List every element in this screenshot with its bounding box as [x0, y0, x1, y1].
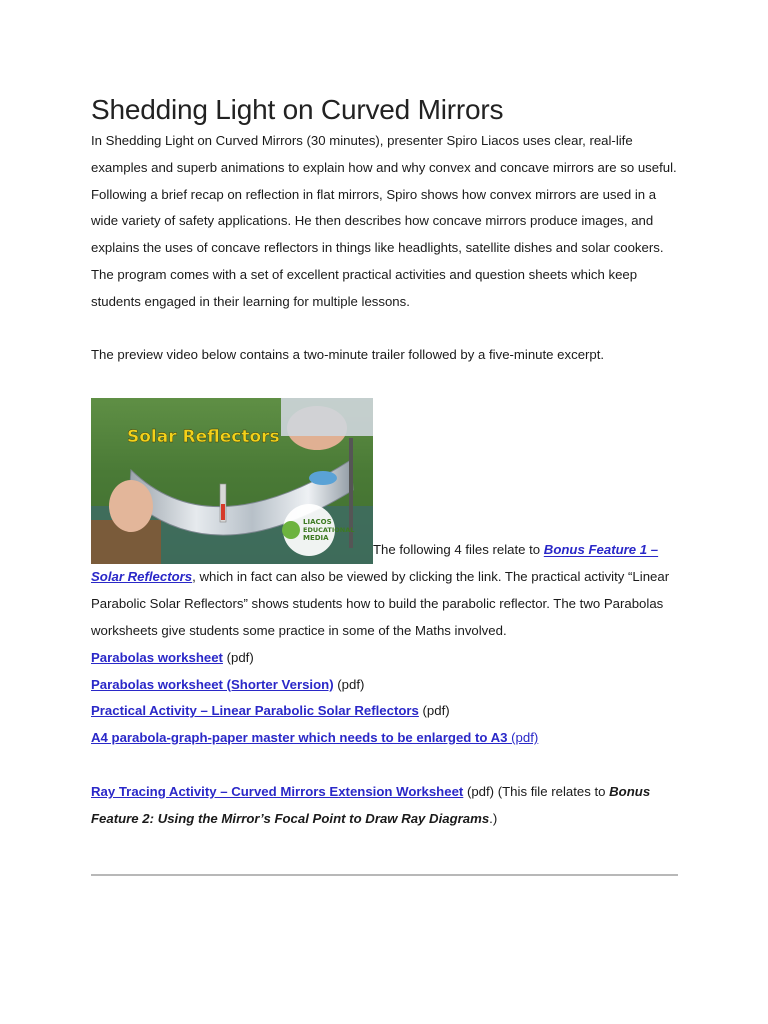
solar-reflector-image	[91, 398, 373, 564]
list-item	[91, 672, 681, 699]
ray-tracing-note: (pdf) (This file relates to	[463, 783, 610, 799]
page-title: Shedding Light on Curved Mirrors	[91, 94, 504, 125]
divider	[91, 874, 678, 876]
logo-line-1: LIACOS	[303, 518, 332, 527]
article-content	[91, 92, 681, 833]
file-type-label: (pdf)	[418, 703, 450, 719]
logo-line-2: EDUCATIONAL	[303, 526, 355, 535]
thumbnail-caption: Solar Reflectors	[127, 427, 280, 448]
ray-tracing-paragraph	[91, 779, 681, 833]
bonus-block	[91, 398, 681, 644]
bonus-feature-2-title: Bonus Feature 2: Using the Mirror’s Focal Point to Draw Ray Diagrams	[91, 783, 651, 826]
list-item	[91, 645, 681, 672]
file-type-label: (pdf)	[222, 649, 254, 665]
list-item	[91, 698, 681, 725]
parabolas-worksheet-short-link[interactable]: Parabolas worksheet (Shorter Version)	[91, 676, 334, 692]
ray-tracing-link[interactable]: Ray Tracing Activity – Curved Mirrors Extension Worksheet	[91, 783, 464, 799]
bonus-intro-text: The following 4 files relate to	[373, 542, 544, 558]
practical-activity-link[interactable]: Practical Activity – Linear Parabolic Solar Reflectors	[91, 703, 419, 719]
video-thumbnail[interactable]	[91, 398, 373, 564]
graph-paper-pdf-link[interactable]: (pdf)	[507, 730, 539, 746]
file-type-label: (pdf)	[333, 676, 365, 692]
preview-paragraph: The preview video below contains a two-minute trailer followed by a five-minute excerpt.	[91, 346, 605, 362]
logo-line-3: MEDIA	[303, 534, 329, 543]
bonus-description: , which in fact can also be viewed by clicking the link. The practical activity “Linear Parabolic Solar Reflectors” shows students how to build the parabolic reflector. The two Parabolas worksheets give students some practice in some of the Maths involved.	[91, 569, 670, 638]
intro-paragraph: In Shedding Light on Curved Mirrors (30 minutes), presenter Spiro Liacos uses clear, real-life examples and superb animations to explain how and why convex and concave mirrors are so useful. Following a brief recap on reflection in flat mirrors, Spiro shows how convex mirrors are used in a wide variety of safety applications. He then describes how concave mirrors produce images, and explains the uses of concave reflectors in things like headlights, satellite dishes and solar cookers. The program comes with a set of excellent practical activities and question sheets which keep students engaged in their learning for multiple lessons.	[91, 133, 677, 309]
list-item	[91, 725, 681, 752]
file-list	[91, 645, 681, 752]
bonus-feature-1-link[interactable]: Bonus Feature 1 – Solar Reflectors	[91, 542, 659, 585]
ray-tracing-note-end: .)	[489, 810, 498, 826]
graph-paper-master-link[interactable]: A4 parabola-graph-paper master which needs to be enlarged to A3	[91, 730, 508, 746]
parabolas-worksheet-link[interactable]: Parabolas worksheet	[91, 649, 223, 665]
